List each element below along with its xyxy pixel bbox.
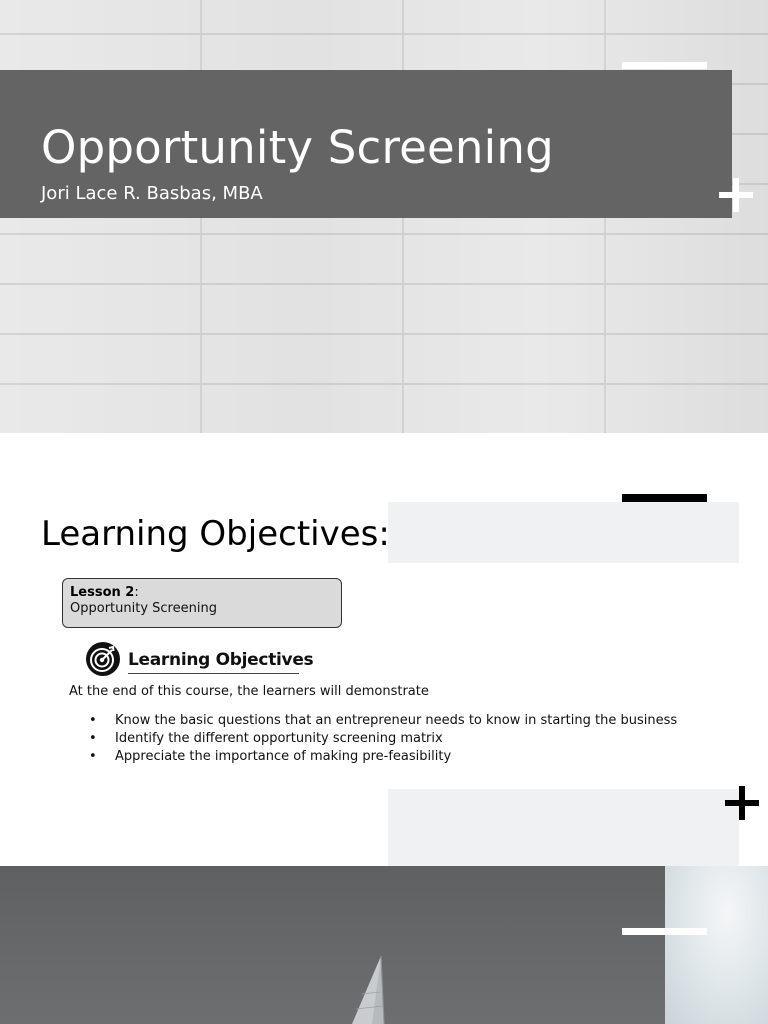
objectives-heading: Learning Objectives	[128, 650, 314, 670]
decor-panel-top	[388, 502, 739, 563]
decor-panel-bottom	[388, 789, 739, 866]
list-item	[89, 730, 689, 748]
lesson-box	[62, 578, 342, 628]
plus-icon	[725, 786, 759, 820]
sailboat-slide	[0, 866, 768, 1024]
lesson-colon: :	[134, 585, 139, 600]
list-item	[89, 712, 689, 730]
plus-icon	[719, 178, 753, 212]
objectives-list	[89, 712, 689, 766]
lesson-label: Lesson 2	[70, 585, 135, 600]
list-item	[89, 748, 689, 766]
objectives-underline	[128, 673, 299, 674]
bullet-icon: •	[89, 731, 97, 746]
objective-text: Identify the different opportunity screening matrix	[115, 731, 443, 746]
objective-text: Know the basic questions that an entrepreneur needs to know in starting the business	[115, 713, 678, 728]
target-icon	[85, 641, 121, 677]
slide-title: Opportunity Screening	[41, 121, 554, 174]
slide-subtitle: Jori Lace R. Basbas, MBA	[41, 183, 263, 204]
accent-bar	[622, 494, 707, 502]
sky-photo	[665, 866, 768, 1024]
accent-bar	[622, 62, 707, 69]
dark-overlay	[0, 866, 665, 1024]
sailboat-icon	[350, 954, 400, 1024]
objectives-intro: At the end of this course, the learners will demonstrate	[69, 684, 429, 699]
objective-text: Appreciate the importance of making pre-feasibility	[115, 749, 452, 764]
title-slide	[0, 0, 768, 433]
lesson-topic: Opportunity Screening	[70, 601, 217, 616]
accent-bar	[622, 928, 707, 935]
bullet-icon: •	[89, 749, 97, 764]
bullet-icon: •	[89, 713, 97, 728]
learning-objectives-slide	[0, 433, 768, 866]
slide-heading: Learning Objectives:	[41, 514, 390, 554]
